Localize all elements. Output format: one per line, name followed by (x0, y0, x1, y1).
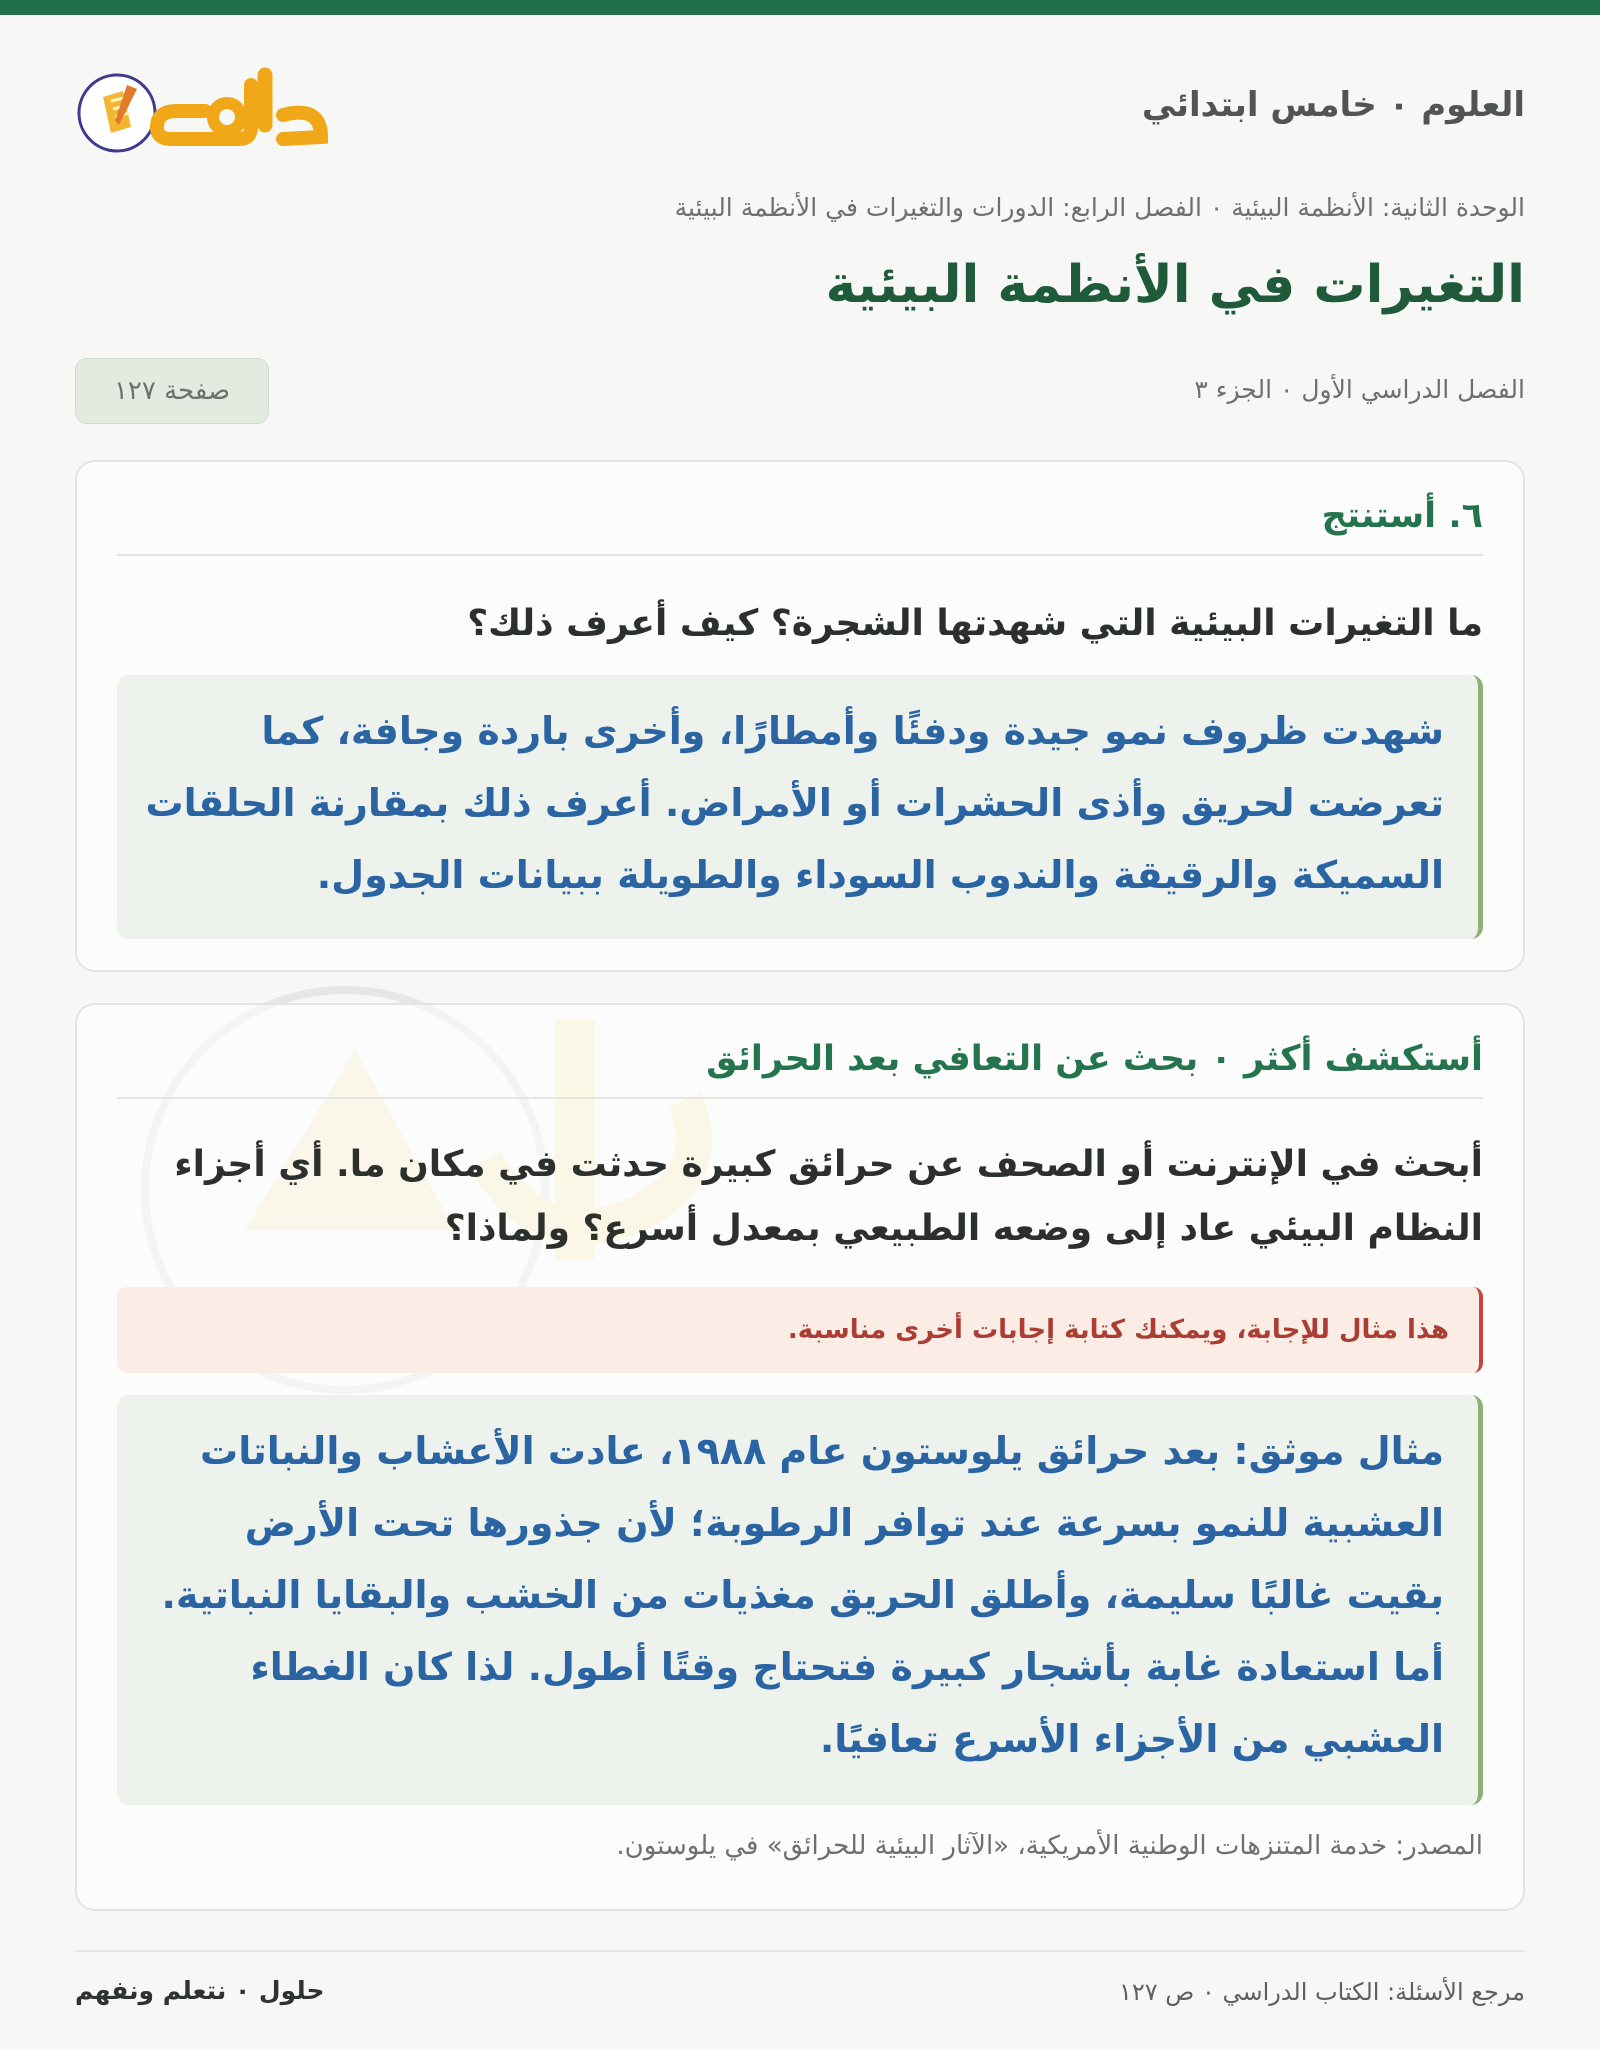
page-title: التغيرات في الأنظمة البيئية (825, 255, 1525, 315)
example-answer-note: هذا مثال للإجابة، ويمكنك كتابة إجابات أخرى مناسبة. (117, 1287, 1483, 1373)
footer-reference: مرجع الأسئلة: الكتاب الدراسي ٠ ص ١٢٧ (1118, 1978, 1525, 2006)
source-citation: المصدر: خدمة المتنزهات الوطنية الأمريكية، «الآثار البيئية للحرائق» في يلوستون. (616, 1831, 1483, 1861)
footer-tagline: حلول ٠ نتعلم ونفهم (75, 1976, 325, 2005)
footer-divider (75, 1950, 1525, 1952)
question-card-explore-more (75, 1003, 1525, 1911)
page-number-badge: صفحة ١٢٧ (75, 358, 269, 424)
breadcrumb: الوحدة الثانية: الأنظمة البيئية ٠ الفصل الرابع: الدورات والتغيرات في الأنظمة البيئية (674, 193, 1525, 222)
question-card-conclude (75, 460, 1525, 972)
hulul-logo (75, 55, 335, 165)
question-text: ما التغيرات البيئية التي شهدتها الشجرة؟ كيف أعرف ذلك؟ (467, 603, 1483, 644)
answer-box: مثال موثق: بعد حرائق يلوستون عام ١٩٨٨، عادت الأعشاب والنباتات العشبية للنمو بسرعة عند توافر الرطوبة؛ لأن جذورها تحت الأرض بقيت غالبًا سليمة، وأطلق الحريق مغذيات من الخشب والبقايا النباتية. أما استعادة غابة بأشجار كبيرة فتحتاج وقتًا أطول. لذا كان الغطاء العشبي من الأجزاء الأسرع تعافيًا. (117, 1395, 1483, 1805)
question-text: أبحث في الإنترنت أو الصحف عن حرائق كبيرة حدثت في مكان ما. أي أجزاء النظام البيئي عاد إلى وضعه الطبيعي بمعدل أسرع؟ ولماذا؟ (174, 1144, 1483, 1249)
answer-box: شهدت ظروف نمو جيدة ودفئًا وأمطارًا، وأخرى باردة وجافة، كما تعرضت لحريق وأذى الحشرات أو الأمراض. أعرف ذلك بمقارنة الحلقات السميكة والرقيقة والندوب السوداء والطويلة ببيانات الجدول. (117, 675, 1483, 939)
section-heading: أستكشف أكثر ٠ بحث عن التعافي بعد الحرائق (117, 1039, 1483, 1099)
subject-grade: العلوم ٠ خامس ابتدائي (1141, 85, 1525, 125)
top-accent-bar (0, 0, 1600, 15)
page-header (75, 55, 1525, 165)
term-label: الفصل الدراسي الأول ٠ الجزء ٣ (1194, 375, 1525, 404)
section-heading: ٦. أستنتج (117, 496, 1483, 556)
